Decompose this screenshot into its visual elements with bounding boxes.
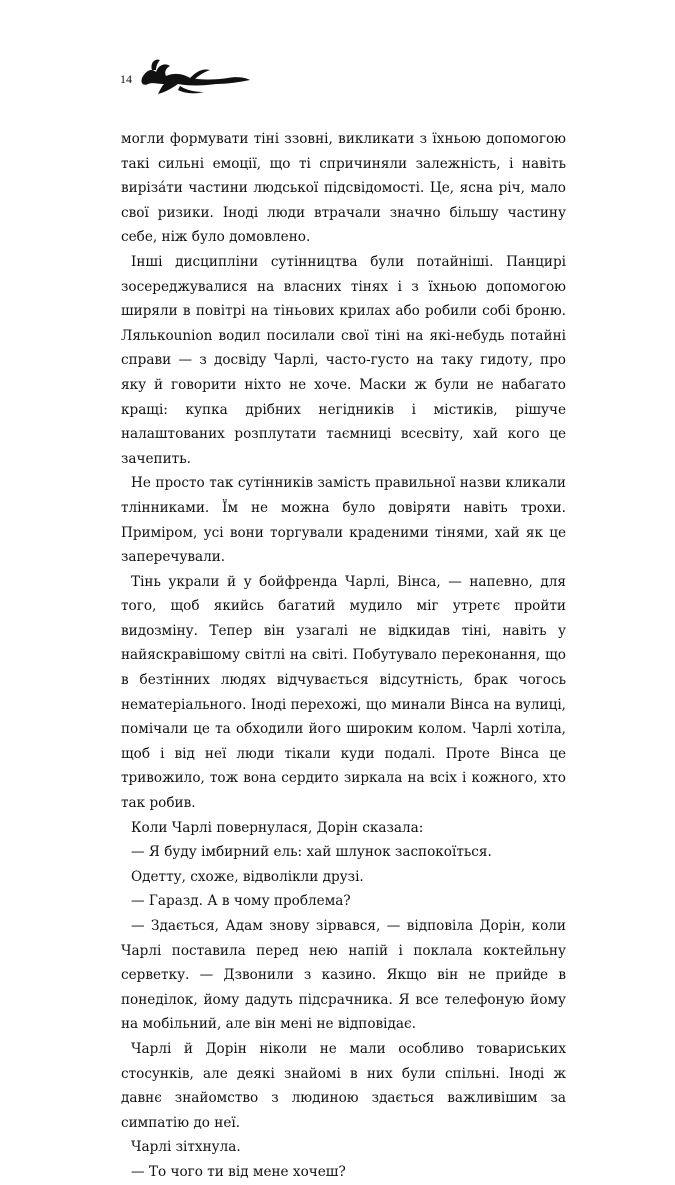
paragraph: Коли Чарлі повернулася, Дорін сказала: bbox=[131, 819, 424, 836]
paragraph: Чарлі й Дорін ніколи не мали особливо товариських стосунків, але деякі знайомі в них були спільні. Іноді ж давнє знайомство з людиною здається важливішим за симпатію до неї. bbox=[121, 1040, 566, 1131]
dialogue-line: — То чого ти від мене хочеш? bbox=[131, 1163, 346, 1180]
dialogue-line: — Гаразд. А в чому проблема? bbox=[131, 893, 351, 910]
flying-witch-silhouette-icon bbox=[130, 52, 250, 102]
paragraph: Не просто так сутінників замість правильної назви кликали тлінниками. Їм не можна було довіряти навіть трохи. Приміром, усі вони торгували краденими тінями, хай як це заперечували. bbox=[121, 475, 566, 566]
dialogue-line: — Я буду імбирний ель: хай шлунок заспокоїться. bbox=[131, 844, 492, 861]
dialogue-line: — Здається, Адам знову зірвався, — відповіла Дорін, коли Чарлі поставила перед нею напій і поклала коктейльну серветку. — Дзвонили з казино. Якщо він не прийде в понеділок, йому дадуть підсрачника. Я все телефоную йому на мобільний, але він мені не відповідає. bbox=[121, 918, 566, 1033]
page-number: 14 bbox=[120, 72, 132, 86]
paragraph: могли формувати тіні ззовні, викликати з їхньою допомогою такі сильні емоції, що ті спричиняли залежність, і навіть вирізáти частини людської підсвідомості. Це, ясна річ, мало свої ризики. Іноді люди втрачали значно більшу частину себе, ніж було домовлено. bbox=[121, 131, 566, 246]
paragraph: Інші дисципліни сутінництва були потайніші. Панцирі зосереджувалися на власних тінях і з їхньою допомогою ширяли в повітрі на тіньових крилах або робили собі броню. Лялькоunion водил посилали свої тіні на які-небудь потайні справи — з досвіду Чарлі, часто-густо на таку гидоту, про яку й говорити ніхто не хоче. Маски ж були не набагато кращі: купка дрібних негідників і містиків, рішуче налаштованих розплутати таємниці всесвіту, хай кого це зачепить. bbox=[121, 253, 566, 467]
paragraph: Тінь украли й у бойфренда Чарлі, Вінса, — напевно, для того, щоб якийсь багатий мудило міг утретє пройти видозміну. Тепер він узагалі не відкидав тіні, навіть у найяскравішому світлі на світі. Побутувало переконання, що в безтінних людях відчувається відсутність, брак чогось нематеріального. Іноді перехожі, що минали Вінса на вулиці, помічали це та обходили його широким колом. Чарлі хотіла, щоб і від неї люди тікали куди подалі. Проте Вінса це тривожило, тож вона сердито зиркала на всіх і кожного, хто так робив. bbox=[121, 573, 566, 812]
paragraph: Одетту, схоже, відволікли друзі. bbox=[131, 868, 364, 885]
chapter-text bbox=[121, 127, 566, 1185]
paragraph: Чарлі зітхнула. bbox=[131, 1139, 241, 1156]
